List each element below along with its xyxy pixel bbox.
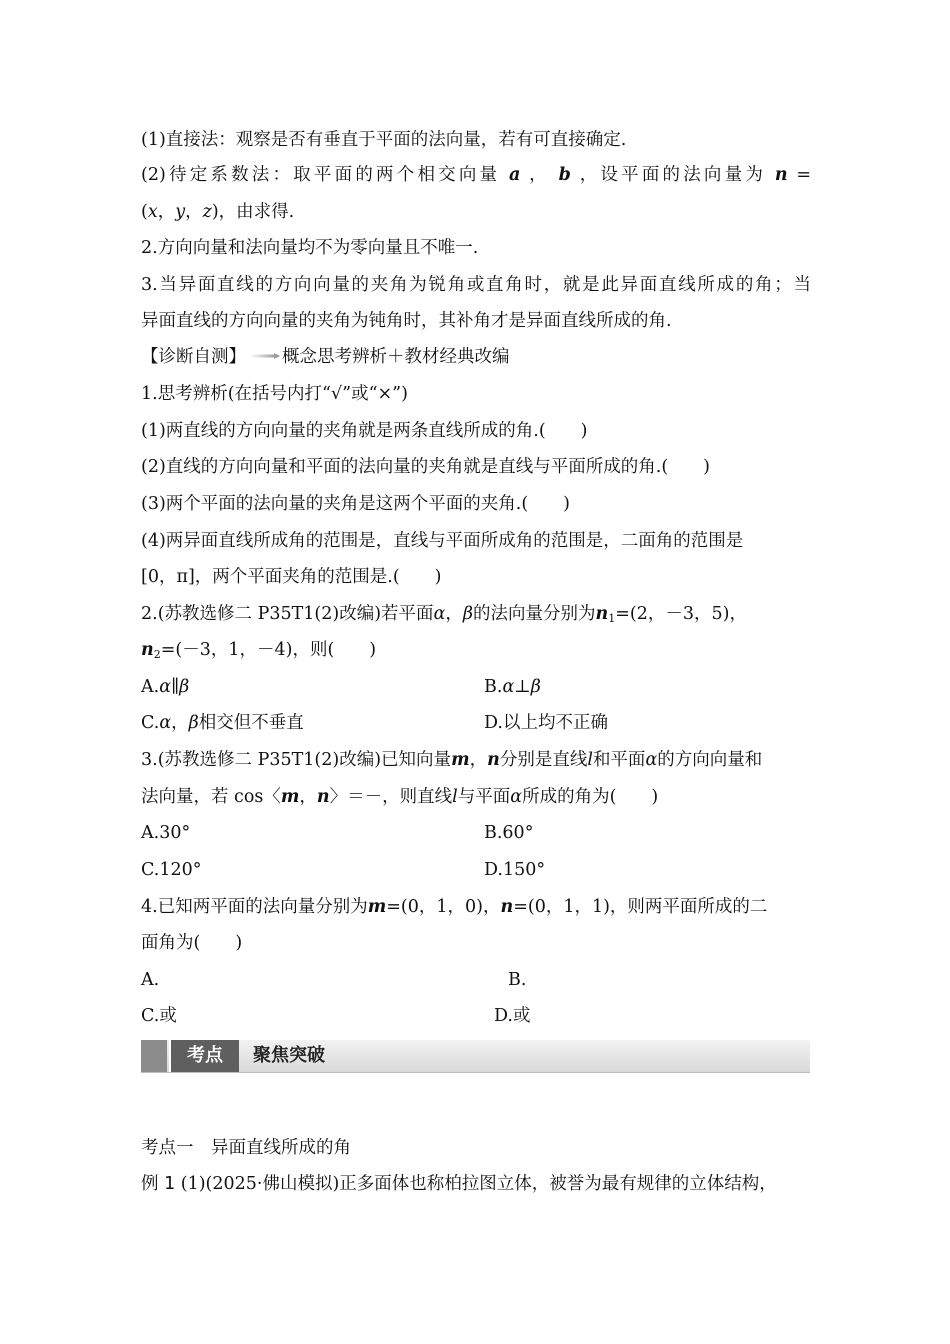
q1-statement-2: (2)直线的方向向量和平面的法向量的夹角就是直线与平面所成的角.( ) xyxy=(141,457,711,477)
comma: ， xyxy=(469,750,488,770)
alpha: α xyxy=(510,787,523,807)
banner-title: 聚焦突破 xyxy=(253,1045,325,1066)
example-text: (1)(2025·佛山模拟)正多面体也称柏拉图立体，被誉为最有规律的立体结构， xyxy=(175,1174,777,1194)
q3-l2-mid: 〉＝－，则直线 xyxy=(329,787,453,807)
q1-statement-3: (3)两个平面的法向量的夹角是这两个平面的夹角.( ) xyxy=(141,494,571,514)
q3-l2-pre: 法向量，若 cos〈 xyxy=(141,787,281,807)
q4-line-2: 面角为( ) xyxy=(141,933,243,953)
example-line xyxy=(141,1172,777,1196)
section-heading: 考点一 异面直线所成的角 xyxy=(141,1138,351,1158)
intro-line-5: 3.当异面直线的方向向量的夹角为锐角或直角时，就是此异面直线所成的角；当 xyxy=(141,275,811,295)
vector-n: n xyxy=(141,640,154,660)
option-label: A. xyxy=(141,677,160,697)
diagnostic-label: 【诊断自测】 xyxy=(141,347,246,367)
q1-statement-1: (1)两直线的方向向量的夹角就是两条直线所成的角.( ) xyxy=(141,421,588,441)
beta: β xyxy=(188,713,199,733)
q3-option-b: B.60° xyxy=(484,823,534,843)
vector-m: m xyxy=(451,750,470,770)
vector-n: n xyxy=(595,604,609,624)
q4-option-c: C.或 xyxy=(141,1006,177,1026)
var-x: x xyxy=(147,202,158,222)
intro-line-6: 异面直线的方向向量的夹角为钝角时，其补角才是异面直线所成的角. xyxy=(141,311,672,331)
q1-title: 1.思考辨析(在括号内打“√”或“×”) xyxy=(141,384,408,404)
beta: β xyxy=(530,677,541,697)
beta: β xyxy=(462,604,474,624)
alpha: α xyxy=(645,750,658,770)
q2-mid: 的法向量分别为 xyxy=(473,604,596,624)
beta: β xyxy=(179,677,190,697)
subscript: 2 xyxy=(153,648,161,661)
q4-pre: 4.已知两平面的法向量分别为 xyxy=(141,897,368,917)
section-banner xyxy=(141,1040,810,1073)
vector-n: n xyxy=(500,897,514,917)
comma: ， xyxy=(185,202,203,222)
q4-option-d: D.或 xyxy=(494,1006,531,1026)
intro-line-2-pre: (2)待定系数法：取平面的两个相交向量 xyxy=(141,165,501,185)
vector-m: m xyxy=(367,897,387,917)
comma: ， xyxy=(171,713,189,733)
vector-a: a xyxy=(509,165,521,185)
q4-m-value: =(0，1，0)， xyxy=(386,897,501,917)
q4-n-value: =(0，1，1)，则两平面所成的二 xyxy=(513,897,768,917)
line-l: l xyxy=(452,787,458,807)
open-paren: ( xyxy=(141,202,148,222)
arrow-icon xyxy=(250,353,280,359)
intro-line-4: 2.方向向量和法向量均不为零向量且不唯一. xyxy=(141,238,479,258)
q3-line-2 xyxy=(141,785,658,809)
q3-pre: 3.(苏教选修二 P35T1(2)改编)已知向量 xyxy=(141,750,452,770)
var-y: y xyxy=(175,202,186,222)
alpha: α xyxy=(433,604,446,624)
q4-option-a: A. xyxy=(141,970,160,990)
vector-n: n xyxy=(487,750,500,770)
alpha: α xyxy=(159,713,172,733)
option-label: C. xyxy=(141,713,160,733)
vector-n: n xyxy=(774,165,788,185)
intro-line-2 xyxy=(141,163,811,187)
q2-option-b xyxy=(484,675,541,699)
vector-m: m xyxy=(280,787,300,807)
subscript: 1 xyxy=(608,612,616,625)
example-label: 例 1 xyxy=(141,1174,176,1194)
q3-l2-mid2: 与平面 xyxy=(457,787,511,807)
q3-option-d: D.150° xyxy=(484,860,546,880)
equals: = xyxy=(796,165,812,185)
q4-line-1 xyxy=(141,895,767,919)
parallel-symbol: ∥ xyxy=(171,677,180,697)
var-z: z xyxy=(202,202,212,222)
q2-line-1 xyxy=(141,602,747,631)
intro-line-3-post: )，由求得. xyxy=(211,202,295,222)
q3-line-1 xyxy=(141,748,762,772)
q3-post: 的方向向量和 xyxy=(657,750,763,770)
q2-option-a xyxy=(141,675,189,699)
q3-mid: 分别是直线 xyxy=(499,750,588,770)
intro-line-1: (1)直接法：观察是否有垂直于平面的法向量，若有可直接确定. xyxy=(141,130,627,150)
vector-n: n xyxy=(316,787,330,807)
perpendicular-symbol: ⊥ xyxy=(514,677,531,697)
comma: ， xyxy=(157,202,176,222)
q2-option-d: D.以上均不正确 xyxy=(484,713,608,733)
q2-vec-1: =(2，－3，5)， xyxy=(615,604,747,624)
alpha: α xyxy=(159,677,172,697)
q2-line-2 xyxy=(141,638,376,667)
q2-option-c xyxy=(141,711,304,735)
option-text: 相交但不垂直 xyxy=(198,713,304,733)
q1-statement-4b: [0，π]，两个平面夹角的范围是.( ) xyxy=(141,567,442,587)
q3-option-c: C.120° xyxy=(141,860,202,880)
comma: ， xyxy=(529,165,550,185)
intro-line-2-mid: ，设平面的法向量为 xyxy=(579,165,767,185)
banner-stripe xyxy=(141,1040,167,1072)
banner-tab: 考点 xyxy=(169,1040,239,1072)
diagnostic-subtitle: 概念思考辨析＋教材经典改编 xyxy=(282,347,510,367)
q3-mid2: 和平面 xyxy=(592,750,646,770)
vector-b: b xyxy=(558,165,571,185)
q2-pre: 2.(苏教选修二 P35T1(2)改编)若平面 xyxy=(141,604,434,624)
comma: ， xyxy=(445,604,463,624)
option-label: B. xyxy=(484,677,503,697)
q2-vec-2: =(－3，1，－4)，则( ) xyxy=(160,640,377,660)
q1-statement-4a: (4)两异面直线所成角的范围是，直线与平面所成角的范围是，二面角的范围是 xyxy=(141,531,744,551)
comma: ， xyxy=(299,787,317,807)
intro-line-3 xyxy=(141,200,294,224)
q4-option-b: B. xyxy=(508,970,527,990)
line-l: l xyxy=(587,750,593,770)
q3-option-a: A.30° xyxy=(141,823,191,843)
q3-l2-post: 所成的角为( ) xyxy=(522,787,659,807)
diagnostic-heading xyxy=(141,345,510,369)
alpha: α xyxy=(502,677,515,697)
